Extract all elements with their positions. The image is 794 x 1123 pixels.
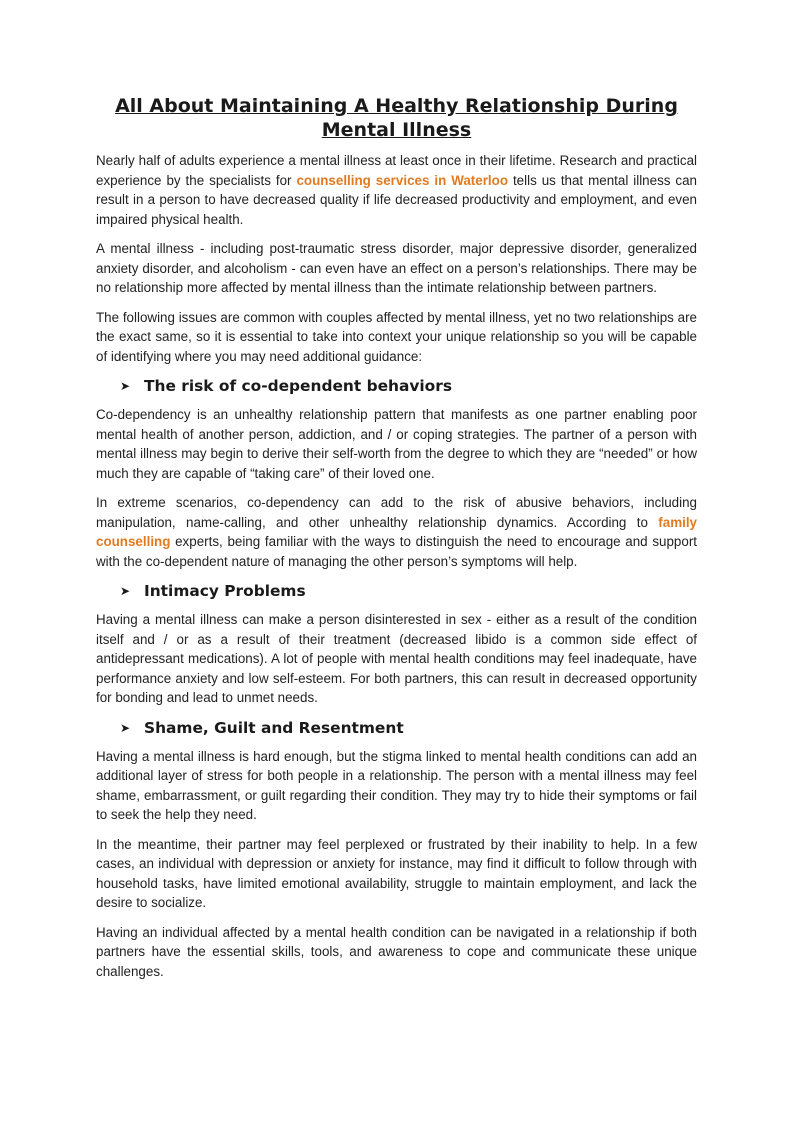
page-title: All About Maintaining A Healthy Relationship During Mental Illness: [115, 95, 678, 141]
arrow-bullet-icon: ➤: [120, 584, 131, 598]
shame-paragraph-2: In the meantime, their partner may feel perplexed or frustrated by their inability to help. In a few cases, an individual with depression or anxiety for instance, may find it difficult to follow through with household tasks, have limited emotional availability, struggle to maintain employment, and lack the desire to socialize.: [96, 836, 697, 910]
intro-paragraph-2: A mental illness - including post-traumatic stress disorder, major depressive disorder, generalized anxiety disorder, and alcoholism - can even have an effect on a person’s relationships. There may be no relationship more affected by mental illness than the intimate relationship between partners.: [96, 241, 697, 295]
intro-paragraph-3: The following issues are common with couples affected by mental illness, yet no two relationships are the exact same, so it is essential to take into context your unique relationship so you will be capable of identifying where you may need additional guidance:: [96, 309, 697, 364]
document-page: [96, 94, 697, 991]
intro-paragraph-1: [96, 151, 697, 229]
section-heading-codependent: [120, 376, 697, 396]
shame-paragraph-3: Having an individual affected by a mental health condition can be navigated in a relationship if both partners have the essential skills, tools, and awareness to cope and communicate these unique challenges.: [96, 924, 697, 979]
family-counselling-link[interactable]: family counselling: [96, 514, 697, 549]
codependent-paragraph-2: [96, 493, 697, 571]
codependent-paragraph-1: Co-dependency is an unhealthy relationship pattern that manifests as one partner enabling poor mental health of another person, addiction, and / or coping strategies. The partner of a person with mental illness may begin to derive their self-worth from the degree to which they are “needed” or how much they are capable of “taking care” of their loved one.: [96, 407, 697, 481]
codependent-text-a: In extreme scenarios, co-dependency can add to the risk of abusive behaviors, including manipulation, name-calling, and other unhealthy relationship dynamics. According to: [96, 495, 697, 530]
section-heading-text: Shame, Guilt and Resentment: [144, 718, 404, 737]
intimacy-paragraph-1: Having a mental illness can make a person disinterested in sex - either as a result of the condition itself and / or as a result of their treatment (decreased libido is a common side effect of antidepressant medications). A lot of people with mental health conditions may feel inadequate, have performance anxiety and low self-esteem. For both partners, this can result in decreased opportunity for bonding and lead to unmet needs.: [96, 612, 697, 705]
section-heading-shame: [120, 718, 697, 738]
intro-text-a: Nearly half of adults experience a mental illness at least once in their lifetime. Research and practical experience by the specialists for: [96, 153, 697, 188]
section-heading-text: Intimacy Problems: [144, 582, 306, 600]
section-heading-text: The risk of co-dependent behaviors: [144, 377, 453, 395]
intro-text-b: tells us that mental illness can result in a person to have decreased quality if life decreased productivity and employment, and even impaired physical health.: [96, 172, 697, 227]
arrow-bullet-icon: ➤: [120, 379, 131, 393]
arrow-bullet-icon: ➤: [120, 720, 131, 735]
section-heading-intimacy: [120, 581, 697, 601]
counselling-waterloo-link[interactable]: counselling services in Waterloo: [296, 172, 508, 188]
codependent-text-b: experts, being familiar with the ways to distinguish the need to encourage and support with the co-dependent nature of managing the other person’s symptoms will help.: [96, 534, 697, 569]
shame-paragraph-1: Having a mental illness is hard enough, but the stigma linked to mental health conditions can add an additional layer of stress for both people in a relationship. The person with a mental illness may feel shame, embarrassment, or guilt regarding their condition. They may try to hide their symptoms or fail to seek the help they need.: [96, 748, 697, 822]
